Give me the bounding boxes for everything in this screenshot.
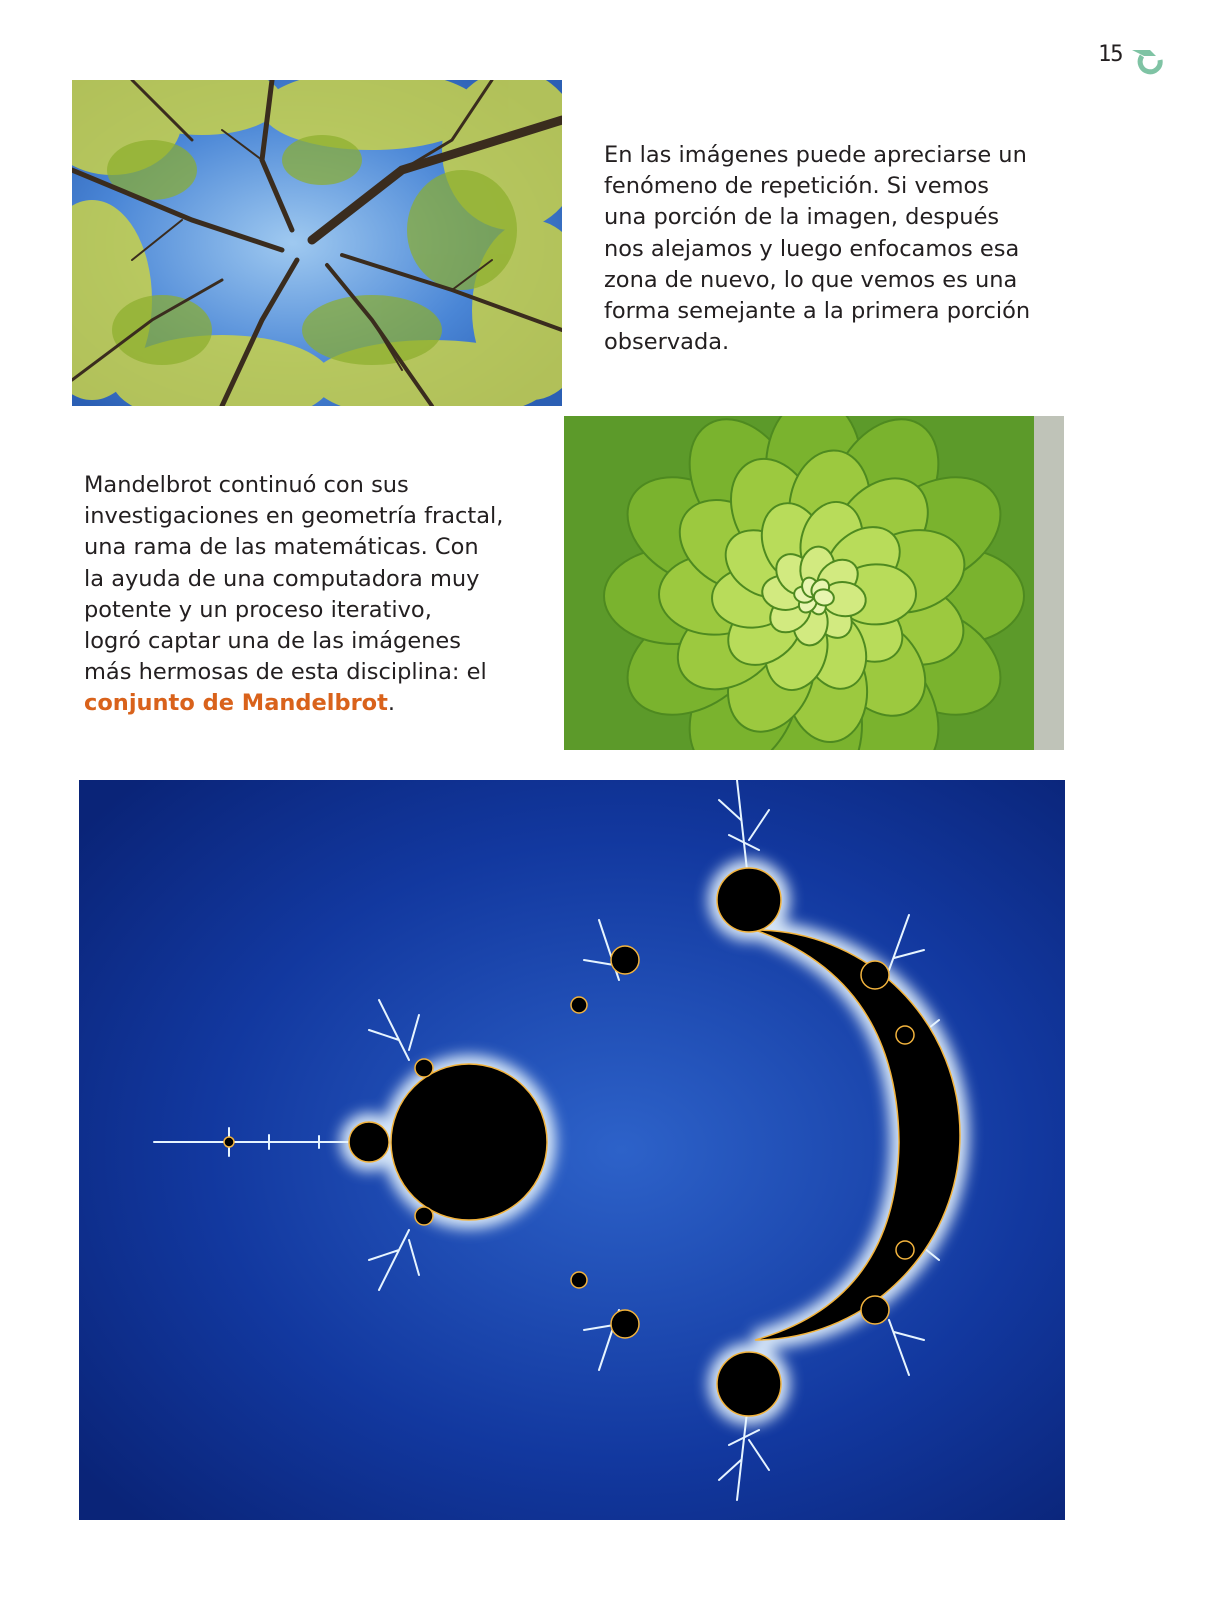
mandelbrot-set-image [79, 780, 1065, 1520]
paragraph-mandelbrot [84, 470, 503, 720]
sentence-end: . [387, 690, 396, 717]
paragraph-line: nos alejamos y luego enfocamos esa [604, 235, 1020, 262]
succulent-rosette-photo [564, 416, 1064, 750]
paragraph-line: más hermosas de esta disciplina: el [84, 659, 487, 686]
paragraph-line: la ayuda de una computadora muy [84, 565, 480, 592]
paragraph-line: Mandelbrot continuó con sus [84, 472, 409, 498]
paragraph-repetition [604, 140, 1030, 358]
page-ornament-icon [1130, 46, 1164, 76]
paragraph-line: zona de nuevo, lo que vemos es una [604, 266, 1018, 293]
paragraph-line: una porción de la imagen, después [604, 204, 1000, 231]
paragraph-line: fenómeno de repetición. Si vemos [604, 173, 990, 200]
paragraph-line: una rama de las matemáticas. Con [84, 534, 479, 561]
paragraph-line: potente y un proceso iterativo, [84, 596, 432, 623]
tree-canopy-photo [72, 80, 562, 406]
page-number: 15 [1098, 42, 1123, 67]
paragraph-last-line [84, 688, 503, 719]
paragraph-line: En las imágenes puede apreciarse un [604, 142, 1027, 168]
paragraph-line: logró captar una de las imágenes [84, 628, 461, 655]
paragraph-line: observada. [604, 329, 730, 356]
paragraph-line: investigaciones en geometría fractal, [84, 503, 504, 530]
highlight-term: conjunto de Mandelbrot [84, 690, 388, 717]
paragraph-line: forma semejante a la primera porción [604, 298, 1031, 325]
